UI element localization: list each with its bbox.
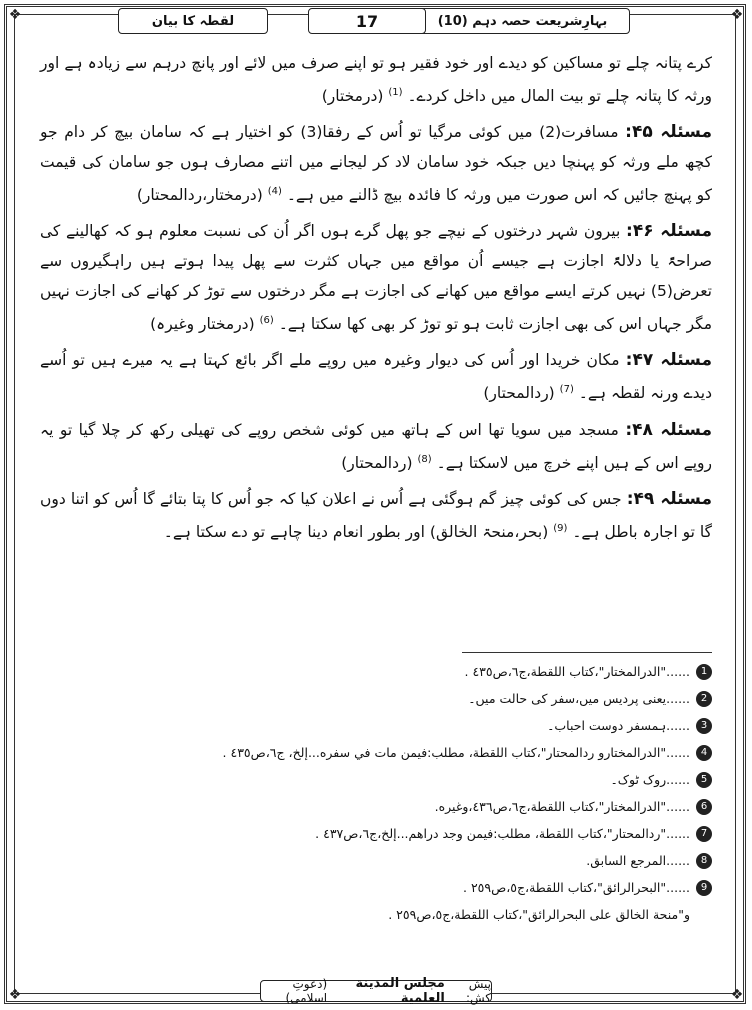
- chapter-title: لقطہ کا بیان: [118, 8, 268, 34]
- corner-ornament-icon: ❖: [8, 987, 22, 1003]
- masala-45: مسئلہ ۴۵: مسافرت(2) میں کوئی مرگیا تو اُس کے رفقا(3) کو اختیار ہے کہ سامان بیچ کر دام جو کچھ ملے ورثہ کو پہنچا دیں جبکہ خود سامان لاد کر لیجانے میں اتنے مصارف ہوں جو سامان کی قیمت کو پہنچ جائیں کہ اس صورت میں ورثہ کا فائدہ بیچ ڈالنے میں ہے۔ $^{(4)}$ (درمختار،ردالمحتار): [40, 122, 713, 205]
- footnote-item: 1 ......"الدرالمختار"،كتاب اللقطة،ج٦،ص٤٣٥ .: [40, 658, 712, 685]
- page-number: 17: [308, 8, 426, 34]
- corner-ornament-icon: ❖: [730, 7, 744, 23]
- footnote-continuation: و"منحة الخالق على البحرالرائق"،كتاب اللقطة،ج٥،ص٢٥٩ .: [388, 907, 690, 922]
- footnote-item: 6 ......"الدرالمختار"،كتاب اللقطة،ج٦،ص٤٣٦،وغيره.: [40, 793, 712, 820]
- masala-label: مسئلہ ۴۸:: [625, 419, 712, 440]
- masala-label: مسئلہ ۴۵:: [625, 122, 713, 143]
- footnote-item: 4 ......"الدرالمختارو ردالمحتار"،كتاب اللقطة، مطلب:فيمن مات في سفره...إلخ، ج٦،ص٤٣٥ .: [40, 739, 712, 766]
- footnotes: [40, 658, 712, 928]
- source-citation: (ردالمحتار): [341, 453, 413, 472]
- masala-48: مسئلہ ۴۸: مسجد میں سویا تھا اس کے ہاتھ میں کوئی شخص روپے کی تھیلی رکھ کر چلا گیا تو یہ روپے اس کے ہیں اپنے خرچ میں لاسکتا ہے۔ $^{(8)}$ (ردالمحتار): [40, 419, 712, 472]
- page-footer: پیش کش: مجلس المدينة العلمية (دعوتِ اسلامی): [260, 980, 492, 1002]
- footnote-item: 7 ......"ردالمحتار"،كتاب اللقطة، مطلب:فيمن وجد دراهم...إلخ،ج٦،ص٤٣٧ .: [40, 820, 712, 847]
- publisher-name: مجلس المدينة العلمية: [355, 976, 445, 1006]
- source-citation: (ردالمحتار): [483, 384, 555, 403]
- masala-49: مسئلہ ۴۹: جس کی کوئی چیز گم ہوگئی ہے اُس نے اعلان کیا کہ جو اُس کا پتا بتائے گا اُس کو اتنا دوں گا تو اجارہ باطل ہے۔ $^{(9)}$ (بحر،منحۃ الخالق) اور بطور انعام دینا چاہے تو دے سکتا ہے۔: [40, 488, 712, 541]
- corner-ornament-icon: ❖: [8, 7, 22, 23]
- paragraph: کرے پتانہ چلے تو مساکین کو دیدے اور خود فقیر ہو تو اپنے صرف میں لائے اور پانچ درہم سے زیادہ ہے اور ورثہ کا پتانہ چلے تو بیت المال میں داخل کردے۔ $^{(1)}$ (درمختار): [40, 54, 712, 106]
- footnote-item: 3 ......ہمسفر دوست احباب۔: [40, 712, 712, 739]
- masala-46: مسئلہ ۴۶: بیرون شہر درختوں کے نیچے جو پھل گرے ہوں اگر اُن کی نسبت معلوم ہو کہ کھالینے کی صراحۃً یا دلالۃً اجازت ہے جیسے اُن مواقع میں جہاں کثرت سے پھل پیدا ہوتے ہیں راہگیروں سے تعرض(5) نہیں کرتے ایسے مواقع میں کھانے کی اجازت ہے مگر درختوں سے توڑ کر کھانے کی اجازت نہیں مگر جہاں اس کی بھی اجازت ثابت ہو تو توڑ کر بھی کھا سکتا ہے۔ $^{(6)}$ (درمختار وغیرہ): [40, 221, 712, 334]
- footnote-item: 2 ......یعنی پردیس میں،سفر کی حالت میں۔: [40, 685, 712, 712]
- footnote-item: 8 ......المرجع السابق.: [40, 847, 712, 874]
- footnote-item: 9 ......"البحرالرائق"،كتاب اللقطة،ج٥،ص٢٥٩ .: [40, 874, 712, 901]
- corner-ornament-icon: ❖: [730, 987, 744, 1003]
- footnote-divider: [462, 652, 712, 653]
- book-title: بہارِشریعت حصہ دہم (10): [415, 8, 630, 34]
- page-header: [118, 8, 630, 36]
- masala-label: مسئلہ ۴۷:: [625, 350, 712, 371]
- source-citation: (بحر،منحۃ الخالق): [429, 522, 549, 541]
- source-citation: (درمختار): [321, 87, 384, 106]
- masala-47: مسئلہ ۴۷: مکان خریدا اور اُس کی دیوار وغیرہ میں روپے ملے اگر بائع کہتا ہے یہ میرے ہیں تو اُسے دیدے ورنہ لقطہ ہے۔ $^{(7)}$ (ردالمحتار): [40, 350, 712, 403]
- source-citation: (درمختار،ردالمحتار): [136, 186, 263, 205]
- masala-label: مسئلہ ۴۹:: [626, 488, 712, 509]
- source-citation: (درمختار وغیرہ): [150, 315, 255, 334]
- main-text: [40, 48, 712, 553]
- footnote-item: 5 ......روک ٹوک۔: [40, 766, 712, 793]
- masala-label: مسئلہ ۴۶:: [626, 221, 712, 242]
